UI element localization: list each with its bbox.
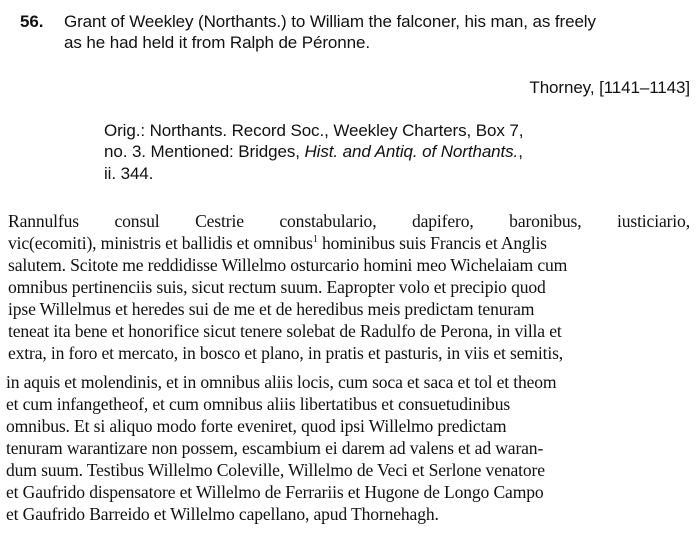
charter-word: baronibus, xyxy=(509,211,582,231)
charter-line-11: tenuram warantizare non possem, escambium ei darem ad valens et ad waran- xyxy=(6,438,544,458)
charter-line-12: dum suum. Testibus Willelmo Coleville, Willelmo de Veci et Serlone venatore xyxy=(6,460,545,480)
entry-title-line1: Grant of Weekley (Northants.) to William the falconer, his man, as freely xyxy=(64,12,596,31)
charter-line-2-prefix: vic(ecomiti), ministris et ballidis et omnibus xyxy=(8,233,313,253)
entry-place-date: Thorney, [1141–1143] xyxy=(529,78,690,97)
source-line1: Orig.: Northants. Record Soc., Weekley Charters, Box 7, xyxy=(104,121,524,140)
source-line2-prefix: no. 3. Mentioned: Bridges, xyxy=(104,142,305,161)
charter-line-9: et cum infangetheof, et cum omnibus aliis libertatibus et consuetudinibus xyxy=(6,394,511,414)
charter-line-10: omnibus. Et si aliquo modo forte eveniret, quod ipsi Willelmo predictam xyxy=(6,416,507,436)
charter-line-4: omnibus pertinenciis suis, sicut rectum suum. Eapropter volo et precipio quod xyxy=(8,277,546,297)
charter-word: consul xyxy=(114,211,160,231)
charter-word: Rannulfus xyxy=(8,211,79,231)
charter-line-1 xyxy=(8,211,690,231)
source-line3: ii. 344. xyxy=(104,164,154,183)
charter-line-7: extra, in foro et mercato, in bosco et plano, in pratis et pasturis, in viis et semitis, xyxy=(8,343,564,363)
charter-line-3: salutem. Scitote me reddidisse Willelmo osturcario homini meo Wichelaiam cum xyxy=(8,255,568,275)
charter-line-13: et Gaufrido dispensatore et Willelmo de Ferrariis et Hugone de Longo Campo xyxy=(6,482,544,502)
charter-line-8: in aquis et molendinis, et in omnibus aliis locis, cum soca et saca et tol et theom xyxy=(6,372,557,392)
footnote-marker: 1 xyxy=(312,234,318,246)
entry-header-line1 xyxy=(20,12,596,32)
entry-number: 56. xyxy=(20,12,44,31)
entry-title-line2: as he had held it from Ralph de Péronne. xyxy=(64,33,370,52)
charter-line-2 xyxy=(8,233,547,253)
charter-line-6: teneat ita bene et honorifice sicut tenere solebat de Radulfo de Perona, in villa et xyxy=(8,321,562,341)
charter-line-2-suffix: hominibus suis Francis et Anglis xyxy=(317,233,547,253)
source-line2 xyxy=(104,142,523,162)
source-line2-suffix: , xyxy=(518,142,523,161)
charter-word: iusticiario, xyxy=(616,211,690,231)
charter-word: Cestrie xyxy=(195,211,244,231)
charter-word: dapifero, xyxy=(411,211,474,231)
source-work-title: Hist. and Antiq. of Northants. xyxy=(304,142,519,161)
charter-word: constabulario, xyxy=(279,211,377,231)
charter-line-14: et Gaufrido Barreido et Willelmo capellano, apud Thornehagh. xyxy=(6,504,439,524)
charter-line-5: ipse Willelmus et heredes sui de me et de heredibus meis predictam tenuram xyxy=(8,299,535,319)
